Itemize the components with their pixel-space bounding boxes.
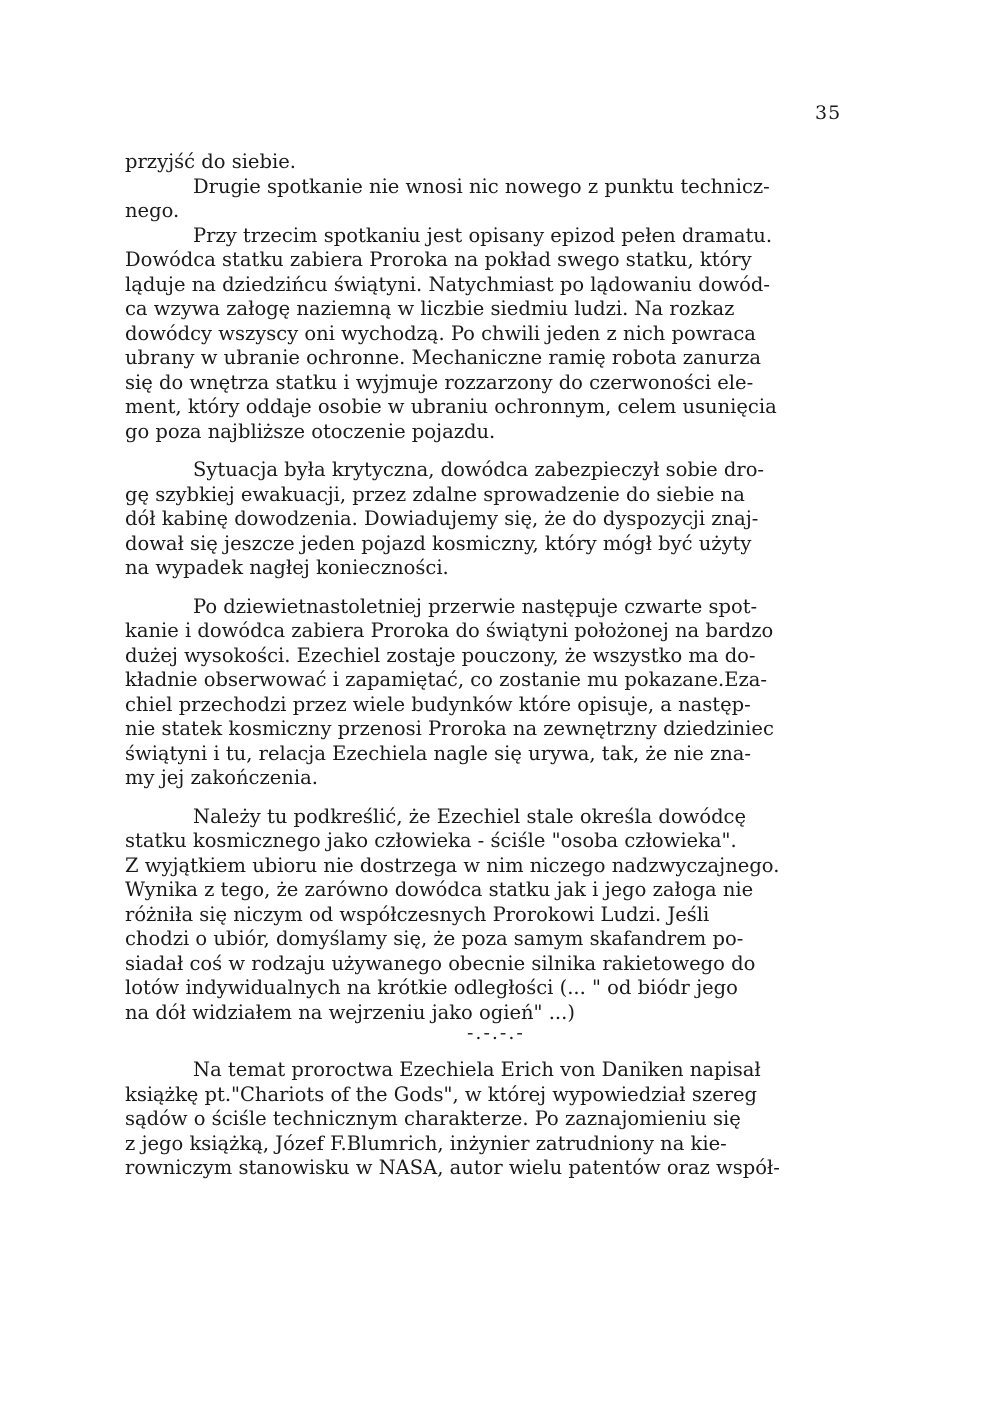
text-line: Na temat proroctwa Ezechiela Erich von Daniken napisał: [193, 1058, 761, 1081]
text-line: ląduje na dziedzińcu świątyni. Natychmiast po lądowaniu dowód-: [125, 272, 770, 296]
text-line: Sytuacja była krytyczna, dowódca zabezpieczył sobie dro-: [193, 458, 765, 481]
text-line: na wypadek nagłej konieczności.: [125, 556, 449, 579]
body-text-block-2: [125, 1058, 885, 1181]
text-line: statku kosmicznego jako człowieka - ściśle "osoba człowieka".: [125, 829, 737, 852]
text-line: na dół widziałem na wejrzeniu jako ogień" ...): [125, 1000, 575, 1024]
text-line: siadał coś w rodzaju używanego obecnie silnika rakietowego do: [125, 951, 756, 975]
body-text-block: [125, 150, 885, 1025]
text-line: świątyni i tu, relacja Ezechiela nagle się urywa, tak, że nie zna-: [125, 741, 752, 765]
paragraph-gap: [125, 444, 885, 458]
section-separator: -.-.-.-: [467, 1022, 525, 1044]
text-line: dół kabinę dowodzenia. Dowiadujemy się, że do dyspozycji znaj-: [125, 507, 759, 530]
text-line: Po dziewietnastoletniej przerwie następuje czwarte spot-: [193, 594, 758, 618]
text-line: my jej zakończenia.: [125, 766, 318, 789]
text-line: dował się jeszcze jeden pojazd kosmiczny, który mógł być użyty: [125, 531, 752, 555]
paragraph-gap: [125, 581, 885, 595]
text-line: kładnie obserwować i zapamiętać, co zostanie mu pokazane.Eza-: [125, 668, 767, 691]
text-line: ment, który oddaje osobie w ubraniu ochronnym, celem usunięcia: [125, 395, 777, 418]
text-line: lotów indywidualnych na krótkie odległości (... " od biódr jego: [125, 976, 738, 999]
text-line: Dowódca statku zabiera Proroka na pokład swego statku, który: [125, 248, 752, 271]
text-line: książkę pt."Chariots of the Gods", w której wypowiedział szereg: [125, 1082, 757, 1106]
text-line: chodzi o ubiór, domyślamy się, że poza samym skafandrem po-: [125, 927, 744, 950]
text-line: się do wnętrza statku i wyjmuje rozzarzony do czerwoności ele-: [125, 370, 754, 394]
text-line: nie statek kosmiczny przenosi Proroka na zewnętrzny dziedziniec: [125, 717, 774, 740]
text-line: sądów o ściśle technicznym charakterze. Po zaznajomieniu się: [125, 1107, 741, 1130]
text-line: gę szybkiej ewakuacji, przez zdalne sprowadzenie do siebie na: [125, 482, 745, 506]
text-line: kanie i dowódca zabiera Proroka do świątyni położonej na bardzo: [125, 619, 774, 642]
text-line: Z wyjątkiem ubioru nie dostrzega w nim niczego nadzwyczajnego.: [125, 853, 780, 877]
text-line: rowniczym stanowisku w NASA, autor wielu patentów oraz współ-: [125, 1156, 780, 1179]
text-line: Przy trzecim spotkaniu jest opisany epizod pełen dramatu.: [193, 223, 773, 247]
text-line: go poza najbliższe otoczenie pojazdu.: [125, 419, 496, 443]
text-line: z jego książką, Józef F.Blumrich, inżynier zatrudniony na kie-: [125, 1131, 727, 1155]
text-line: Należy tu podkreślić, że Ezechiel stale określa dowódcę: [193, 804, 747, 828]
text-line: dowódcy wszyscy oni wychodzą. Po chwili jeden z nich powraca: [125, 321, 756, 345]
text-line: ubrany w ubranie ochronne. Mechaniczne ramię robota zanurza: [125, 346, 762, 369]
text-line: przyjść do siebie.: [125, 150, 296, 173]
text-line: nego.: [125, 199, 180, 222]
text-line: różniła się niczym od współczesnych Prorokowi Ludzi. Jeśli: [125, 902, 710, 926]
page-number: 35: [815, 102, 842, 124]
paragraph-gap: [125, 791, 885, 805]
text-line: chiel przechodzi przez wiele budynków które opisuje, a następ-: [125, 692, 751, 716]
text-line: dużej wysokości. Ezechiel zostaje pouczony, że wszystko ma do-: [125, 643, 756, 667]
text-line: ca wzywa załogę naziemną w liczbie siedmiu ludzi. Na rozkaz: [125, 297, 735, 320]
text-line: Wynika z tego, że zarówno dowódca statku jak i jego załoga nie: [125, 878, 754, 901]
text-line: Drugie spotkanie nie wnosi nic nowego z punktu technicz-: [193, 174, 770, 198]
